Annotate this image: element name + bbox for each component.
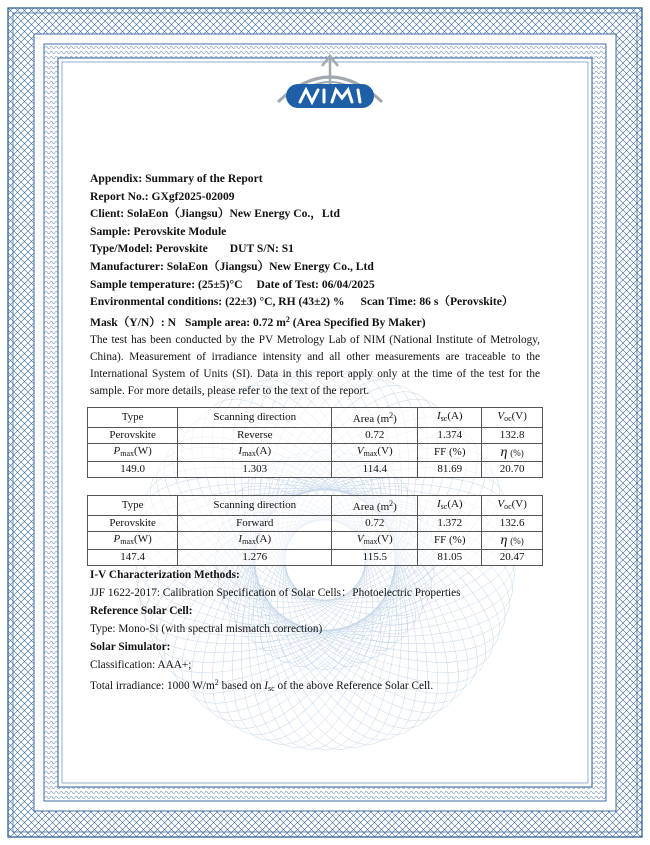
table-header-row <box>88 496 543 516</box>
th-vmax: $V_{max}(V)$ <box>332 444 418 462</box>
th-voc: $V_{oc}(V)$ <box>482 408 543 428</box>
reference-cell-title: Reference Solar Cell: <box>90 605 193 618</box>
cell-scan: Reverse <box>178 428 332 444</box>
dut-serial: DUT S/N: S1 <box>229 242 294 256</box>
th-scan: Scanning direction <box>178 408 332 428</box>
cell-ff: 81.69 <box>418 462 482 478</box>
mask-line <box>90 311 540 332</box>
cell-voc: 132.6 <box>482 516 543 532</box>
type-model-line <box>90 240 540 258</box>
th-area: Area $(m^2)$ <box>332 408 418 428</box>
cell-type: Perovskite <box>88 516 178 532</box>
cell-eta: 20.47 <box>482 550 543 566</box>
cell-eta: 20.70 <box>482 462 543 478</box>
th-ff: FF (%) <box>418 444 482 462</box>
cell-vmax: 114.4 <box>332 462 418 478</box>
cell-isc: 1.374 <box>418 428 482 444</box>
th-type: Type <box>88 408 178 428</box>
table-row <box>88 462 543 478</box>
sample-temperature: Sample temperature: (25±5)°C <box>90 277 243 291</box>
type-model: Type/Model: Perovskite <box>90 242 208 256</box>
th-imax: $I_{max}(A)$ <box>178 532 332 550</box>
table-header-row <box>88 532 543 550</box>
scan-time: Scan Time: 86 s（Perovskite） <box>360 295 514 309</box>
client: Client: SolaEon（Jiangsu）New Energy Co.，Ltd <box>90 207 340 221</box>
environmental-conditions: Environmental conditions: (22±3) °C, RH (43±2) % <box>90 295 345 309</box>
th-area: Area $(m^2)$ <box>332 496 418 516</box>
cell-area: 0.72 <box>332 516 418 532</box>
simulator-classification: Classification: AAA+; <box>90 659 192 672</box>
iv-methods-title: I-V Characterization Methods: <box>90 569 240 582</box>
cell-area: 0.72 <box>332 428 418 444</box>
th-eta: η (%) <box>482 532 543 550</box>
cell-type: Perovskite <box>88 428 178 444</box>
date-of-test: Date of Test: 06/04/2025 <box>256 277 375 291</box>
th-pmax: $P_{max}(W)$ <box>88 444 178 462</box>
th-scan: Scanning direction <box>178 496 332 516</box>
cell-vmax: 115.5 <box>332 550 418 566</box>
reference-cell-text: Type: Mono-Si (with spectral mismatch correction) <box>90 623 323 636</box>
table-row <box>88 428 543 444</box>
th-vmax: $V_{max}(V)$ <box>332 532 418 550</box>
table-row <box>88 516 543 532</box>
environment-line <box>90 293 540 311</box>
sample-area: Sample area: 0.72 $m^2$ (Area Specified By Maker) <box>185 314 426 329</box>
cell-pmax: 149.0 <box>88 462 178 478</box>
iv-methods-text: JJF 1622-2017: Calibration Specification of Solar Cells：Photoelectric Properties <box>90 587 461 600</box>
th-eta: η (%) <box>482 444 543 462</box>
results-table-forward <box>87 495 543 566</box>
report-content <box>90 170 540 698</box>
appendix-title: Appendix: Summary of the Report <box>90 172 263 185</box>
th-voc: $V_{oc}(V)$ <box>482 496 543 516</box>
total-irradiance: Total irradiance: 1000 $W/m^2$ based on $I_{sc}$ of the above Reference Solar Cell. <box>90 678 434 694</box>
cell-imax: 1.276 <box>178 550 332 566</box>
mask: Mask（Y/N）: N <box>90 315 176 329</box>
th-type: Type <box>88 496 178 516</box>
th-imax: $I_{max}(A)$ <box>178 444 332 462</box>
solar-simulator-title: Solar Simulator: <box>90 641 171 654</box>
sample: Sample: Perovskite Module <box>90 224 227 238</box>
table-row <box>88 550 543 566</box>
report-number: Report No.: GXgf2025-02009 <box>90 189 235 203</box>
cell-voc: 132.8 <box>482 428 543 444</box>
cell-pmax: 147.4 <box>88 550 178 566</box>
cell-ff: 81.05 <box>418 550 482 566</box>
cell-isc: 1.372 <box>418 516 482 532</box>
th-isc: $I_{sc}(A)$ <box>418 496 482 516</box>
th-ff: FF (%) <box>418 532 482 550</box>
temperature-line <box>90 276 540 294</box>
results-table-reverse <box>87 407 543 478</box>
th-isc: $I_{sc}(A)$ <box>418 408 482 428</box>
th-pmax: $P_{max}(W)$ <box>88 532 178 550</box>
table-header-row <box>88 408 543 428</box>
table-header-row <box>88 444 543 462</box>
manufacturer: Manufacturer: SolaEon（Jiangsu）New Energy Co., Ltd <box>90 259 374 273</box>
intro-paragraph: The test has been conducted by the PV Metrology Lab of NIM (National Institute of Metrology, China). Measurement of irradiance intensity and all other measurements are traceable to the International System of Units (SI). Data in this report apply only at the time of the test for the sample. For more details, please refer to the text of the report. <box>90 334 540 398</box>
nim-logo <box>270 50 390 116</box>
cell-imax: 1.303 <box>178 462 332 478</box>
cell-scan: Forward <box>178 516 332 532</box>
